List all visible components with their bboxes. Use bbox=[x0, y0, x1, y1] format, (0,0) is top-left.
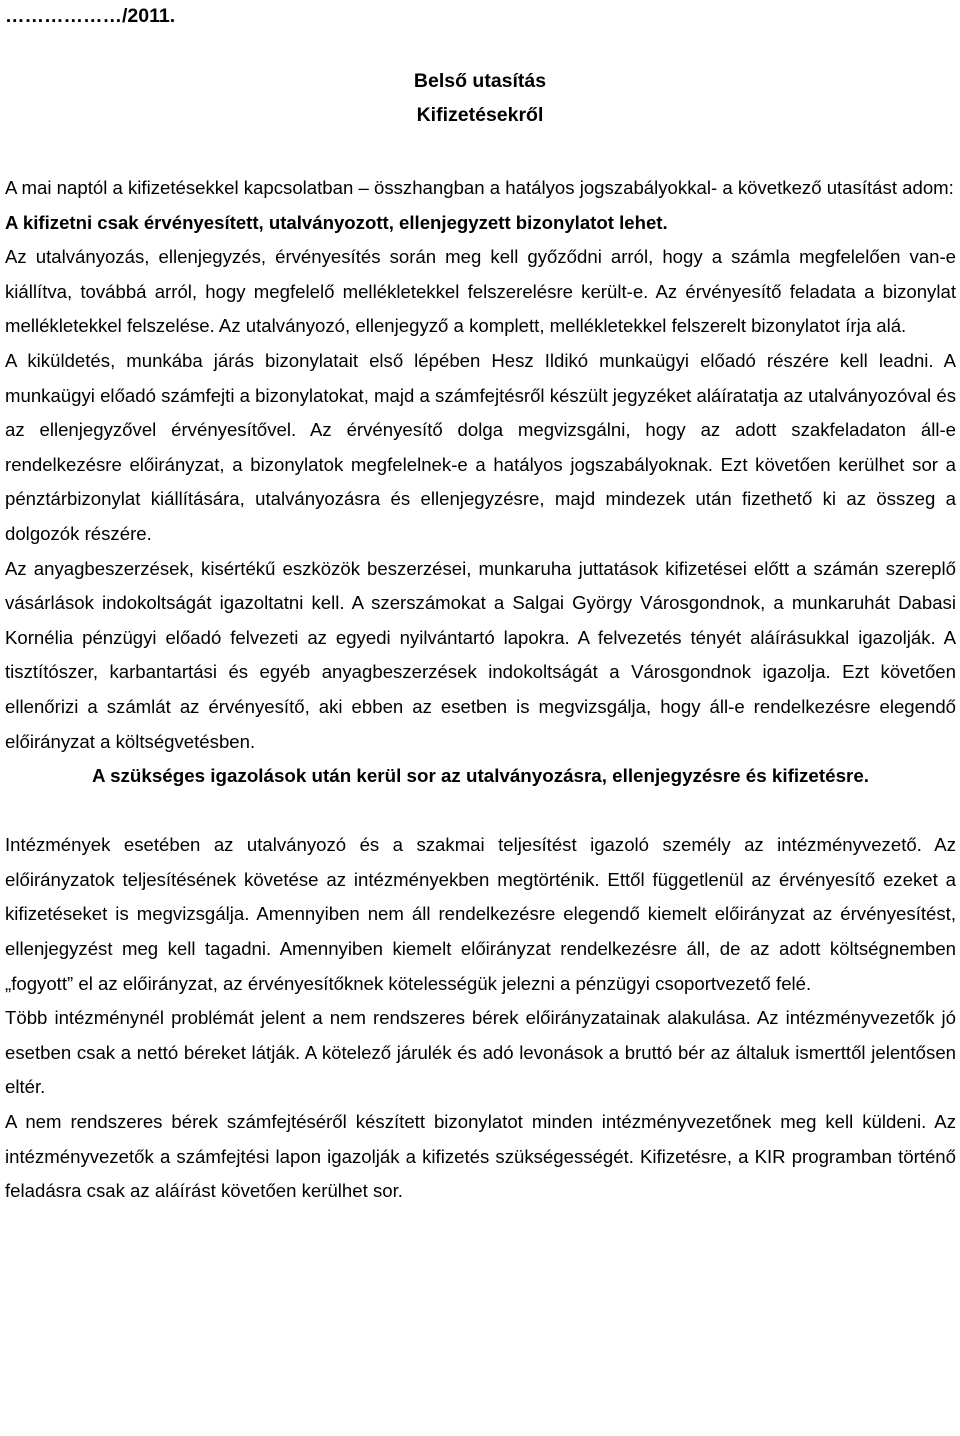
paragraph-authorization: Az utalványozás, ellenjegyzés, érvényesítés során meg kell győződni arról, hogy a számla megfelelően van-e kiállítva, továbbá arról, hogy megfelelő mellékletekkel felszerelésre került-e. Az érvényesítő feladata a bizonylat mellékletekkel felszelése. Az utalványozó, ellenjegyző a komplett, mellékletekkel felszerelt bizonylatot írja alá. bbox=[5, 246, 956, 337]
paragraph-intro: A mai naptól a kifizetésekkel kapcsolatban – összhangban a hatályos jogszabályokkal- a következő utasítást adom: bbox=[5, 177, 954, 198]
paragraph-procurement: Az anyagbeszerzések, kisértékű eszközök beszerzései, munkaruha juttatások kifizetései előtt a számán szereplő vásárlások indokoltságát igazoltatni kell. A szerszámokat a Salgai György Városgondnok, a munkaruhát Dabasi Kornélia pénzügyi előadó felvezeti az egyedi nyilvántartó lapokra. A felvezetés tényét aláírásukkal igazolják. A tisztítószer, karbantartási és egyéb anyagbeszerzések indokoltságát a Városgondnok igazolja. Ezt követően ellenőrizi a számlát az érvényesítő, aki ebben az esetben is megvizsgálja, hogy áll-e rendelkezésre elegendő előirányzat a költségvetésben. bbox=[5, 557, 956, 752]
paragraph-gap bbox=[5, 794, 956, 829]
paragraph-wage-documents: A nem rendszeres bérek számfejtéséről készített bizonylatot minden intézményvezetőnek meg kell küldeni. Az intézményvezetők a számfejtési lapon igazolják a kifizetés szükségességét. Kifizetésre, a KIR programban történő feladásra csak az aláírást követően kerülhet sor. bbox=[5, 1111, 956, 1202]
document-number: ………………/2011. bbox=[5, 5, 176, 27]
paragraph-travel-documents: A kiküldetés, munkába járás bizonylatait első lépében Hesz Ildikó munkaügyi előadó részére kell leadni. A munkaügyi előadó számfejti a bizonylatokat, majd a számfejtésről készült jegyzéket aláíratatja az utalványozóval és az ellenjegyzővel érvényesítővel. Az érvényesítő dolga megvizsgálni, hogy az adott szakfeladaton áll-e rendelkezésre előirányzat, a bizonylatok megfelelnek-e a hatályos jogszabályoknak. Ezt követően kerülhet sor a pénztárbizonylat kiállítására, utalványozásra és ellenjegyzésre, majd mindezek után fizethető ki az összeg a dolgozók részére. bbox=[5, 349, 956, 544]
paragraph-summary: A szükséges igazolások után kerül sor az utalványozásra, ellenjegyzésre és kifizetésre. bbox=[92, 765, 869, 787]
paragraph-irregular-wages: Több intézménynél problémát jelent a nem rendszeres bérek előirányzatainak alakulása. Az intézményvezetők jó esetben csak a nettó béreket látják. A kötelező járulék és adó levonások a bruttó bér az általuk ismerttől jelentősen eltér. bbox=[5, 1007, 956, 1098]
title-line-1: Belső utasítás bbox=[413, 70, 547, 92]
paragraph-rule: A kifizetni csak érvényesített, utalványozott, ellenjegyzett bizonylatot lehet. bbox=[5, 211, 668, 233]
paragraph-institutions: Intézmények esetében az utalványozó és a szakmai teljesítést igazoló személy az intézményvezető. Az előirányzatok teljesítésének követése az intézményekben megtörténik. Ettől függetlenül az érvényesítő ezeket a kifizetéseket is megvizsgálja. Amennyiben nem áll rendelkezésre elegendő kiemelt előirányzat az érvényesítést, ellenjegyzést meg kell tagadni. Amennyiben kiemelt előirányzat rendelkezésre áll, de az adott költségnemben „fogyott” el az előirányzat, az érvényesítőknek kötelességük jelezni a pénzügyi csoportvezető felé. bbox=[5, 834, 956, 994]
title-line-2: Kifizetésekről bbox=[416, 104, 544, 126]
document-body bbox=[5, 171, 956, 1209]
document-title bbox=[0, 64, 960, 132]
